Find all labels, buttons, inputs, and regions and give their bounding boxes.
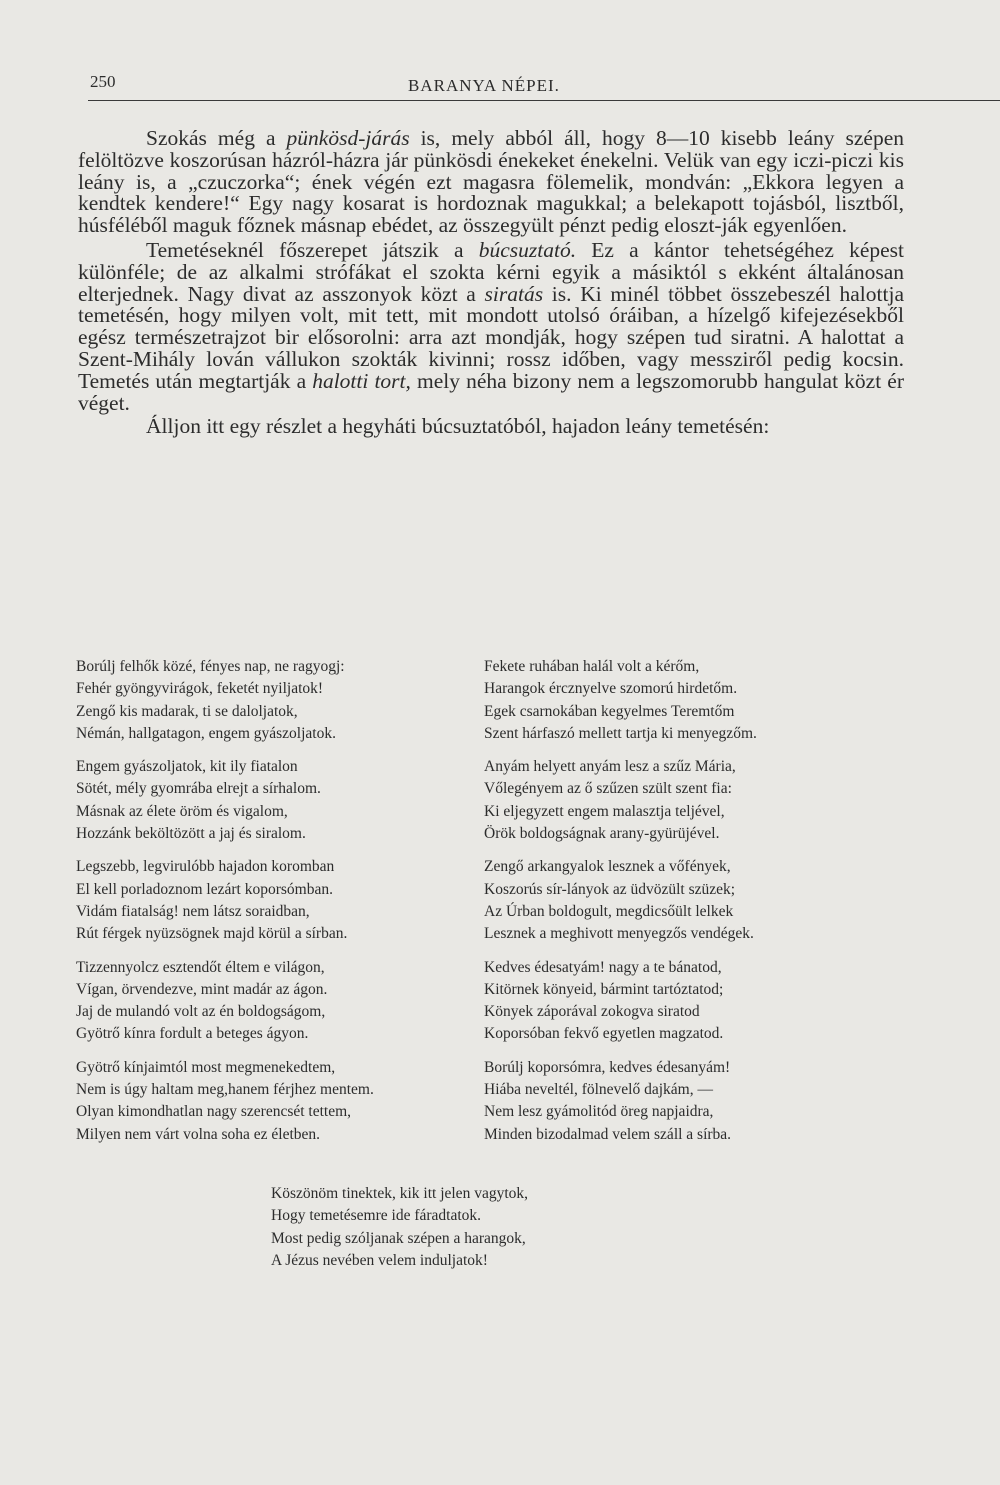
verse-line: Szent hárfaszó mellett tartja ki menyegzőm.: [484, 724, 757, 742]
text-run: is. Ki minél többet összebeszél halottja temetésén, hogy milyen volt, mit tett, mit mondott utolsó óráiban, a hízelgő kifejezésekből egész természetrajzot bir elősorolni: arra azt mondják, hogy szépen tud siratni. A halottat a Szent-Mihály lován vállukon szokták kivinni; rossz időben, vagy messziről pedig kocsin. Temetés után megtartják a: [78, 281, 904, 393]
verse-line: Olyan kimondhatlan nagy szerencsét tettem,: [76, 1103, 352, 1121]
stanza: [76, 656, 374, 745]
verse-line: Vidám fiatalság! nem látsz soraidban,: [76, 902, 310, 920]
verse-line: Zengő arkangyalok lesznek a vőfények,: [484, 858, 731, 876]
italic-term: halotti tort,: [312, 368, 411, 393]
verse-line: Ki eljegyzett engem malasztja teljével,: [484, 802, 725, 820]
stanza: [484, 656, 757, 745]
verse-line: Hiába neveltél, fölnevelő dajkám, —: [484, 1081, 713, 1099]
verse-line: Kedves édesatyám! nagy a te bánatod,: [484, 958, 722, 976]
text-run: Álljon itt egy részlet a hegyháti búcsuztatóból, hajadon leány temetésén:: [146, 414, 770, 439]
stanza: [271, 1183, 528, 1272]
verse-line: Hogy temetésemre ide fáradtatok.: [271, 1207, 482, 1225]
verse-line: Lesznek a meghivott menyegzős vendégek.: [484, 925, 754, 943]
text-run: Temetéseknél főszerepet játszik a: [146, 237, 479, 262]
verse-line: Harangok ércznyelve szomorú hirdetőm.: [484, 680, 738, 698]
verse-line: Másnak az élete öröm és vigalom,: [76, 802, 288, 820]
italic-term: pünkösd-járás: [286, 126, 410, 150]
verse-line: Fehér gyöngyvirágok, feketét nyiljatok!: [76, 680, 324, 698]
verse-line: Köszönöm tinektek, kik itt jelen vagytok,: [271, 1185, 528, 1202]
verse-line: Engem gyászoljatok, kit ily fiatalon: [76, 758, 298, 776]
verse-line: Zengő kis madarak, ti se daloljatok,: [76, 702, 298, 720]
stanza: [484, 756, 757, 845]
poem-right-column: [484, 656, 757, 1157]
verse-line: Hozzánk beköltözött a jaj és siralom.: [76, 825, 306, 843]
italic-term: búcsuztató.: [478, 237, 577, 262]
italic-term: siratás: [484, 281, 544, 306]
verse-line: Borúlj felhők közé, fényes nap, ne ragyogj:: [76, 658, 345, 675]
paragraph: [78, 237, 905, 415]
verse-line: Kitörnek könyeid, bármint tartóztatod;: [484, 980, 724, 998]
verse-line: Vígan, örvendezve, mint madár az ágon.: [76, 980, 328, 998]
verse-line: Rút férgek nyüzsögnek majd körül a sírban.: [76, 925, 348, 943]
paragraph: [78, 416, 904, 438]
verse-line: Koszorús sír-lányok az üdvözült szüzek;: [484, 880, 736, 898]
stanza: [76, 957, 374, 1046]
verse-line: A Jézus nevében velem induljatok!: [271, 1251, 488, 1269]
text-run: Szokás még a: [146, 126, 287, 150]
stanza: [484, 1057, 757, 1146]
verse-line: Gyötrő kínjaimtól most megmenekedtem,: [76, 1058, 336, 1076]
verse-line: Könyek záporával zokogva siratod: [484, 1003, 700, 1021]
verse-line: Egek csarnokában kegyelmes Teremtőm: [484, 702, 735, 720]
verse-line: Legszebb, legvirulóbb hajadon koromban: [76, 858, 335, 876]
verse-line: Sötét, mély gyomrába elrejt a sírhalom.: [76, 780, 321, 798]
verse-line: Tizzennyolcz esztendőt éltem e világon,: [76, 958, 325, 976]
verse-line: Vőlegényem az ő szűzen szült szent fia:: [484, 780, 732, 798]
verse-line: Anyám helyett anyám lesz a szűz Mária,: [484, 758, 736, 776]
verse-line: Nem is úgy haltam meg,hanem férjhez mentem.: [76, 1081, 374, 1099]
verse-line: Örök boldogságnak arany-gyürüjével.: [484, 825, 720, 843]
poem-left-column: [76, 656, 374, 1157]
verse-line: Az Úrban boldogult, megdicsőült lelkek: [484, 902, 734, 920]
text-run: is, mely abból áll, hogy 8—10 kisebb leány szépen felöltözve koszorúsan házról-házra jár pünkösdi énekeket énekelni. Velük van egy iczi-piczi kis leány is, a „czuczorka“; ének végén ezt magasra fölemelik, mondván: „Ekkora legyen a kendtek kendere!“ Egy nagy kosarat is hordoznak magukkal; a belekapott tojásból, lisztből, húsféléből maguk főznek másnap ebédet, az összegyült pénzt pedig eloszt-ják egyenlően.: [78, 126, 904, 238]
verse-line: El kell porladoznom lezárt koporsómban.: [76, 880, 333, 898]
page-number: 250: [90, 72, 116, 91]
prose-body: [78, 128, 904, 438]
stanza: [76, 856, 374, 945]
text-run: mely néha bizony nem a legszomorubb hangulat közt ér véget.: [78, 368, 904, 415]
verse-line: Koporsóban fekvő egyetlen magzatod.: [484, 1025, 724, 1043]
running-title: BARANYA NÉPEI.: [408, 76, 560, 95]
text-run: Ez a kántor tehetségéhez képest különféle; de az alkalmi strófákat el szokta kérni egyik a másiktól s ekként általánosan elterjednek. Nagy divat az asszonyok közt a: [78, 237, 905, 306]
stanza: [76, 1057, 374, 1146]
poem-final-stanza: [271, 1183, 528, 1283]
verse-line: Némán, hallgatagon, engem gyászoljatok.: [76, 724, 336, 742]
verse-line: Gyötrő kínra fordult a beteges ágyon.: [76, 1025, 309, 1043]
verse-line: Borúlj koporsómra, kedves édesanyám!: [484, 1058, 731, 1076]
stanza: [484, 957, 757, 1046]
header-rule: [88, 100, 1000, 101]
stanza: [484, 856, 757, 945]
verse-line: Jaj de mulandó volt az én boldogságom,: [76, 1003, 326, 1021]
verse-line: Nem lesz gyámolitód öreg napjaidra,: [484, 1103, 714, 1121]
paragraph: [78, 128, 904, 237]
verse-line: Most pedig szóljanak szépen a harangok,: [271, 1229, 526, 1247]
page-header: [88, 70, 1000, 100]
verse-line: Fekete ruhában halál volt a kérőm,: [484, 658, 700, 675]
verse-line: Milyen nem várt volna soha ez életben.: [76, 1125, 321, 1143]
verse-line: Minden bizodalmad velem száll a sírba.: [484, 1125, 732, 1143]
stanza: [76, 756, 374, 845]
